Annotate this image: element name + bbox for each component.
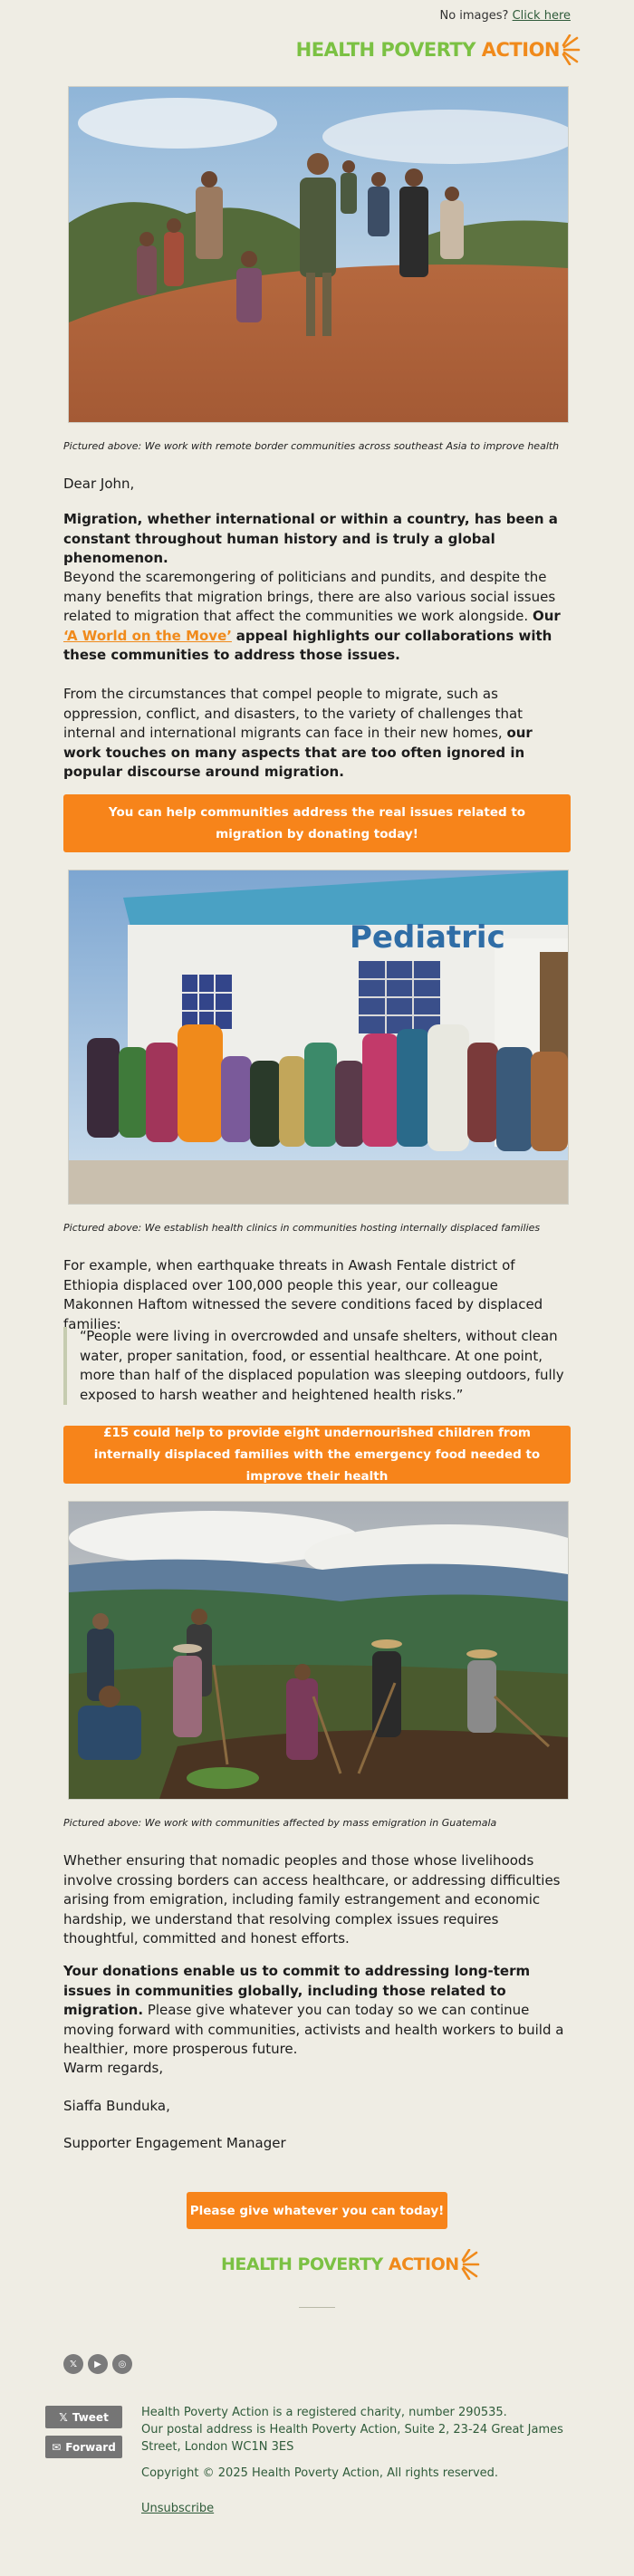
intro-paragraph [63, 510, 571, 569]
ethiopia-paragraph: For example, when earthquake threats in Awash Fentale district of Ethiopia displaced over 100,000 people this year, our colleague Makonnen Haftom witnessed the severe conditions faced by displaced families: [63, 1257, 543, 1332]
appeal-bold-end: appeal highlights our collaborations with these communities to address those issues. [63, 627, 552, 663]
footer-divider [299, 2307, 335, 2308]
forward-label: Forward [65, 2440, 116, 2454]
no-images-text: No images? [439, 9, 509, 23]
photo-caption-3: Pictured above: We work with communities affected by mass emigration in Guatemala [63, 1817, 497, 1829]
photo-guatemala [68, 1501, 569, 1800]
instagram-icon[interactable]: ◎ [112, 2354, 132, 2374]
intro-bold-text: Migration, whether international or within a country, has been a constant throughout human history and is truly a global phenomenon. [63, 511, 558, 566]
donations-text: Please give whatever you can today so we can continue moving forward with communities, activists and health workers to build a healthier, more prosperous future. [63, 2002, 564, 2057]
tweet-label: Tweet [72, 2410, 109, 2424]
click-here-link[interactable]: Click here [512, 9, 571, 23]
unsubscribe-link[interactable]: Unsubscribe [141, 2502, 215, 2515]
world-on-the-move-link[interactable]: ‘A World on the Move’ [63, 627, 232, 644]
photo-health-clinic [68, 870, 569, 1205]
donate-cta-button-1[interactable]: You can help communities address the real issues related to migration by donating today! [63, 794, 571, 852]
logo-bottom-text-orange: ACTION [388, 2254, 459, 2274]
donate-cta-button-2[interactable]: £15 could help to provide eight undernourished children from internally displaced families with the emergency food needed to improve their health [63, 1426, 571, 1484]
photo-border-community [68, 86, 569, 423]
tweet-x-icon: 𝕏 [59, 2410, 68, 2424]
photo-caption-2: Pictured above: We establish health clinics in communities hosting internally displaced families [63, 1222, 541, 1234]
logo-bottom-rays-icon [461, 2249, 481, 2280]
appeal-paragraph [63, 568, 571, 666]
tweet-button[interactable] [45, 2406, 122, 2428]
clinic-sign-text: Pediatric [350, 919, 505, 956]
envelope-icon: ✉ [52, 2440, 62, 2454]
donations-bold: Your donations enable us to commit to addressing long-term issues in communities globally, including those related to migration. [63, 1963, 531, 2018]
makonnen-quote: “People were living in overcrowded and unsafe shelters, without clean water, proper sanitation, food, or essential healthcare. At one point, more than half of the displaced population was sleeping outdoors, fully exposed to harsh weather and heightened health risks.” [63, 1327, 571, 1405]
work-paragraph [63, 685, 571, 783]
no-images-bar [439, 9, 571, 23]
photo-border-community-image [69, 87, 568, 422]
copyright: Copyright © 2025 Health Poverty Action, All rights reserved. [141, 2466, 499, 2480]
work-bold-text: our work touches on many aspects that are too often ignored in popular discourse around migration. [63, 725, 533, 780]
greeting: Dear John, [63, 476, 135, 492]
unsubscribe-wrap [141, 2500, 585, 2517]
postal-address: Our postal address is Health Poverty Action, Suite 2, 23-24 Great James Street, London WC1N 3ES [141, 2423, 563, 2454]
logo-rays-icon [562, 34, 581, 65]
logo-top[interactable] [296, 34, 581, 65]
logo-bottom[interactable] [221, 2249, 481, 2280]
logo-text-orange: ACTION [481, 39, 560, 61]
donate-cta-button-3[interactable]: Please give whatever you can today! [187, 2192, 447, 2229]
footer-text [141, 2404, 585, 2456]
sign-off: Warm regards, [63, 2060, 164, 2076]
photo-health-clinic-image [69, 870, 568, 1204]
youtube-icon[interactable]: ▶ [88, 2354, 108, 2374]
signature-title: Supporter Engagement Manager [63, 2135, 286, 2151]
logo-bottom-text-green: HEALTH POVERTY [221, 2254, 383, 2274]
forward-button[interactable] [45, 2436, 122, 2458]
signature-name: Siaffa Bunduka, [63, 2098, 170, 2114]
nomadic-paragraph: Whether ensuring that nomadic peoples and those whose livelihoods involve crossing borders can access healthcare, or addressing difficulties arising from emigration, including family estrangement and economic hardship, we understand that resolving complex issues requires thoughtful, committed and honest efforts. [63, 1852, 561, 1946]
social-links [63, 2354, 132, 2374]
photo-caption-1: Pictured above: We work with remote border communities across southeast Asia to improve health [63, 440, 560, 452]
work-text: From the circumstances that compel people to migrate, such as oppression, conflict, and disasters, to the variety of challenges that internal and international migrants can face in their new homes, [63, 686, 524, 741]
photo-guatemala-image [69, 1502, 568, 1799]
appeal-text: Beyond the scaremongering of politicians and pundits, and despite the many benefits that migration brings, there are also various social issues related to migration that affect the communities we work alongside. [63, 569, 556, 624]
x-icon[interactable]: 𝕏 [63, 2354, 83, 2374]
charity-number: Health Poverty Action is a registered charity, number 290535. [141, 2406, 507, 2419]
donations-paragraph [63, 1962, 571, 2060]
appeal-our: Our [532, 608, 561, 624]
logo-text-green: HEALTH POVERTY [295, 39, 476, 61]
